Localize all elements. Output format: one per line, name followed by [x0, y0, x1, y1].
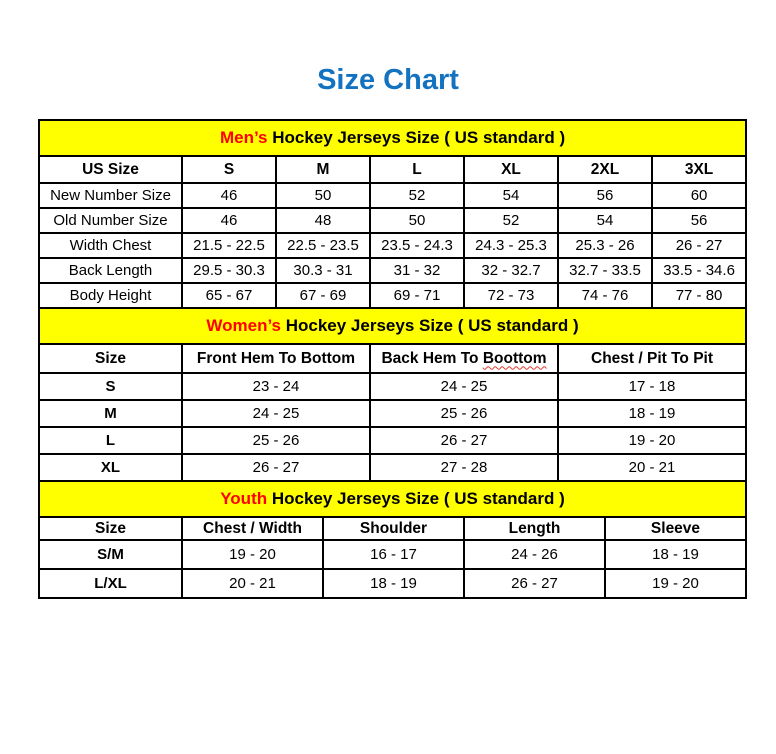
table-row: [39, 540, 746, 569]
youth-section-title-rest: Hockey Jerseys Size ( US standard ): [267, 489, 565, 508]
youth-section-header: [39, 481, 746, 517]
table-cell: 19 - 20: [558, 427, 746, 454]
column-header: M: [276, 156, 370, 183]
table-row: [39, 258, 746, 283]
table-cell: 24 - 25: [182, 400, 370, 427]
table-cell: 72 - 73: [464, 283, 558, 308]
column-header: Shoulder: [323, 517, 464, 540]
table-cell: 18 - 19: [605, 540, 746, 569]
row-label: Back Length: [39, 258, 182, 283]
row-label: Width Chest: [39, 233, 182, 258]
table-cell: 20 - 21: [558, 454, 746, 481]
table-cell: 22.5 - 23.5: [276, 233, 370, 258]
table-cell: 16 - 17: [323, 540, 464, 569]
table-row: [39, 569, 746, 598]
table-cell: 25 - 26: [182, 427, 370, 454]
column-header: 2XL: [558, 156, 652, 183]
column-header: Sleeve: [605, 517, 746, 540]
table-cell: 18 - 19: [323, 569, 464, 598]
youth-size-table: [38, 480, 747, 599]
table-cell: 26 - 27: [182, 454, 370, 481]
table-row: [39, 427, 746, 454]
table-cell: 21.5 - 22.5: [182, 233, 276, 258]
table-cell: 25.3 - 26: [558, 233, 652, 258]
mens-section-header: [39, 120, 746, 156]
table-cell: 27 - 28: [370, 454, 558, 481]
column-header: S: [182, 156, 276, 183]
table-cell: 29.5 - 30.3: [182, 258, 276, 283]
table-row: [39, 373, 746, 400]
table-cell: 24.3 - 25.3: [464, 233, 558, 258]
table-cell: 31 - 32: [370, 258, 464, 283]
table-cell: 46: [182, 208, 276, 233]
row-label: L: [39, 427, 182, 454]
mens-section-title-rest: Hockey Jerseys Size ( US standard ): [267, 128, 566, 147]
table-cell: 69 - 71: [370, 283, 464, 308]
table-cell: 17 - 18: [558, 373, 746, 400]
table-cell: 23.5 - 24.3: [370, 233, 464, 258]
table-cell: 26 - 27: [464, 569, 605, 598]
table-cell: 52: [370, 183, 464, 208]
table-cell: 77 - 80: [652, 283, 746, 308]
table-row: [39, 400, 746, 427]
table-cell: 18 - 19: [558, 400, 746, 427]
table-cell: 56: [558, 183, 652, 208]
womens-section-title-rest: Hockey Jerseys Size ( US standard ): [281, 316, 579, 335]
table-cell: 24 - 26: [464, 540, 605, 569]
column-header: Size: [39, 517, 182, 540]
table-row: [39, 283, 746, 308]
table-cell: 30.3 - 31: [276, 258, 370, 283]
youth-section-title-highlight: Youth: [220, 489, 268, 508]
row-label: New Number Size: [39, 183, 182, 208]
table-cell: 50: [276, 183, 370, 208]
column-header: Size: [39, 344, 182, 373]
column-header: 3XL: [652, 156, 746, 183]
womens-section-band: [39, 308, 746, 344]
table-cell: 65 - 67: [182, 283, 276, 308]
column-header: Chest / Width: [182, 517, 323, 540]
table-cell: 32 - 32.7: [464, 258, 558, 283]
table-cell: 60: [652, 183, 746, 208]
youth-header-row: [39, 517, 746, 540]
row-label: S: [39, 373, 182, 400]
mens-header-row: [39, 156, 746, 183]
table-cell: 26 - 27: [652, 233, 746, 258]
table-cell: 56: [652, 208, 746, 233]
table-cell: 26 - 27: [370, 427, 558, 454]
table-cell: 50: [370, 208, 464, 233]
row-label: M: [39, 400, 182, 427]
row-label: S/M: [39, 540, 182, 569]
row-label: Old Number Size: [39, 208, 182, 233]
table-cell: 25 - 26: [370, 400, 558, 427]
mens-section-title-highlight: Men’s: [219, 128, 268, 147]
womens-section-header: [39, 308, 746, 344]
table-cell: 54: [558, 208, 652, 233]
table-cell: 48: [276, 208, 370, 233]
misspelled-word-squiggle: Boottom: [482, 349, 547, 367]
column-header: L: [370, 156, 464, 183]
table-cell: 46: [182, 183, 276, 208]
size-chart-tables: [38, 119, 745, 599]
table-cell: 54: [464, 183, 558, 208]
table-cell: 20 - 21: [182, 569, 323, 598]
column-header: US Size: [39, 156, 182, 183]
mens-size-table: [38, 119, 747, 309]
page-title: Size Chart: [317, 64, 459, 96]
table-cell: 24 - 25: [370, 373, 558, 400]
column-header: XL: [464, 156, 558, 183]
table-cell: 23 - 24: [182, 373, 370, 400]
table-cell: 52: [464, 208, 558, 233]
table-cell: 19 - 20: [605, 569, 746, 598]
row-label: Body Height: [39, 283, 182, 308]
column-header: Front Hem To Bottom: [182, 344, 370, 373]
table-cell: 74 - 76: [558, 283, 652, 308]
womens-header-row: [39, 344, 746, 373]
table-cell: 67 - 69: [276, 283, 370, 308]
womens-size-table: [38, 307, 747, 482]
womens-section-title-highlight: Women’s: [206, 316, 281, 335]
column-header: Length: [464, 517, 605, 540]
mens-section-band: [39, 120, 746, 156]
row-label: XL: [39, 454, 182, 481]
row-label: L/XL: [39, 569, 182, 598]
table-row: [39, 208, 746, 233]
table-cell: 19 - 20: [182, 540, 323, 569]
table-row: [39, 233, 746, 258]
column-header: Chest / Pit To Pit: [558, 344, 746, 373]
table-cell: 33.5 - 34.6: [652, 258, 746, 283]
table-cell: 32.7 - 33.5: [558, 258, 652, 283]
table-row: [39, 183, 746, 208]
column-header-misspelled: [370, 344, 558, 373]
youth-section-band: [39, 481, 746, 517]
column-header-text: Back Hem To: [381, 349, 483, 367]
table-row: [39, 454, 746, 481]
